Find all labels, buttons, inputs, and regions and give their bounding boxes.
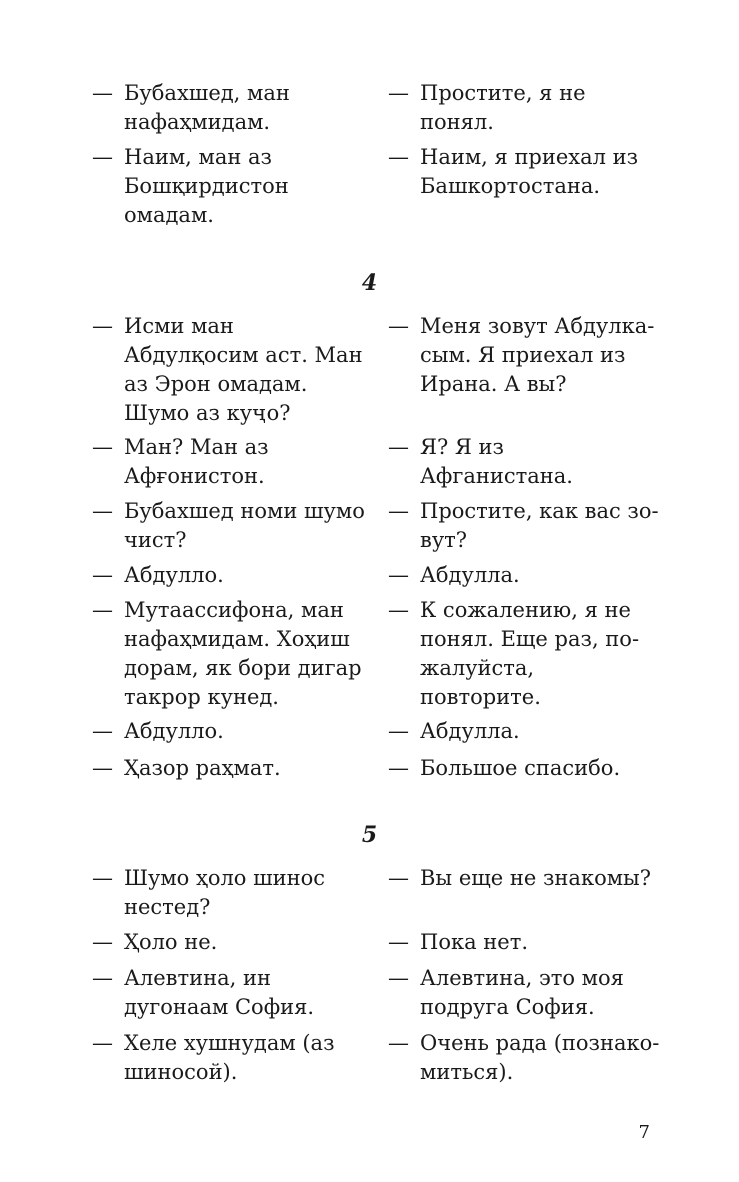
tajik-line: Шумо ҳоло шинос нестед? [124,866,326,919]
dash: — [388,966,409,990]
tajik-line: Ҳазор раҳмат. [124,756,281,780]
dash: — [388,866,409,890]
tajik-line: Абдулло. [124,563,224,587]
russian-line: Простите, как вас зо- вут? [420,499,659,552]
tajik-line: Абдулло. [124,719,224,743]
dash: — [388,1031,409,1055]
russian-line: Я? Я из Афганистана. [420,435,573,488]
dash: — [388,930,409,954]
tajik-line: Бубахшед номи шумо чист? [124,499,365,552]
dash: — [92,756,113,780]
tajik-line: Хеле хушнудам (аз шиносой). [124,1031,335,1084]
russian-line: Большое спасибо. [420,756,621,780]
tajik-line: Алевтина, ин дугонаам София. [124,966,315,1019]
page-number: 7 [638,1122,650,1143]
dash: — [388,314,409,338]
dash: — [92,930,113,954]
tajik-line: Мутаассифона, ман нафаҳмидам. Хоҳиш дорам, як бори дигар такрор кунед. [124,598,362,709]
dash: — [92,435,113,459]
russian-line: Меня зовут Абдулка- сым. Я приехал из Ирана. А вы? [420,314,655,396]
tajik-line: Наим, ман аз Бошқирдистон омадам. [124,145,289,227]
section-number: 4 [361,270,378,296]
dash: — [388,756,409,780]
russian-line: Абдулла. [420,719,520,743]
dash: — [388,435,409,459]
dash: — [92,866,113,890]
dash: — [92,1031,113,1055]
tajik-line: Бубахшед, ман нафаҳмидам. [124,81,290,134]
dash: — [388,598,409,622]
russian-line: Очень рада (познако- миться). [420,1031,660,1084]
dash: — [388,145,409,169]
dash: — [388,499,409,523]
dash: — [92,314,113,338]
tajik-line: Ҳоло не. [124,930,218,954]
dash: — [388,563,409,587]
section-number: 5 [361,822,378,848]
russian-line: К сожалению, я не понял. Еще раз, по- жалуйста, повторите. [420,598,640,709]
dash: — [92,598,113,622]
russian-line: Пока нет. [420,930,528,954]
russian-line: Простите, я не понял. [420,81,586,134]
dash: — [92,966,113,990]
dash: — [92,81,113,105]
tajik-line: Исми ман Абдулқосим аст. Ман аз Эрон омадам. Шумо аз куҷо? [124,314,363,425]
russian-line: Наим, я приехал из Башкортостана. [420,145,639,198]
russian-line: Вы еще не знакомы? [420,866,652,890]
tajik-line: Ман? Ман аз Афғонистон. [124,435,269,488]
dash: — [92,563,113,587]
dash: — [388,719,409,743]
dash: — [92,719,113,743]
russian-line: Абдулла. [420,563,520,587]
dash: — [92,499,113,523]
dash: — [388,81,409,105]
russian-line: Алевтина, это моя подруга София. [420,966,624,1019]
dash: — [92,145,113,169]
